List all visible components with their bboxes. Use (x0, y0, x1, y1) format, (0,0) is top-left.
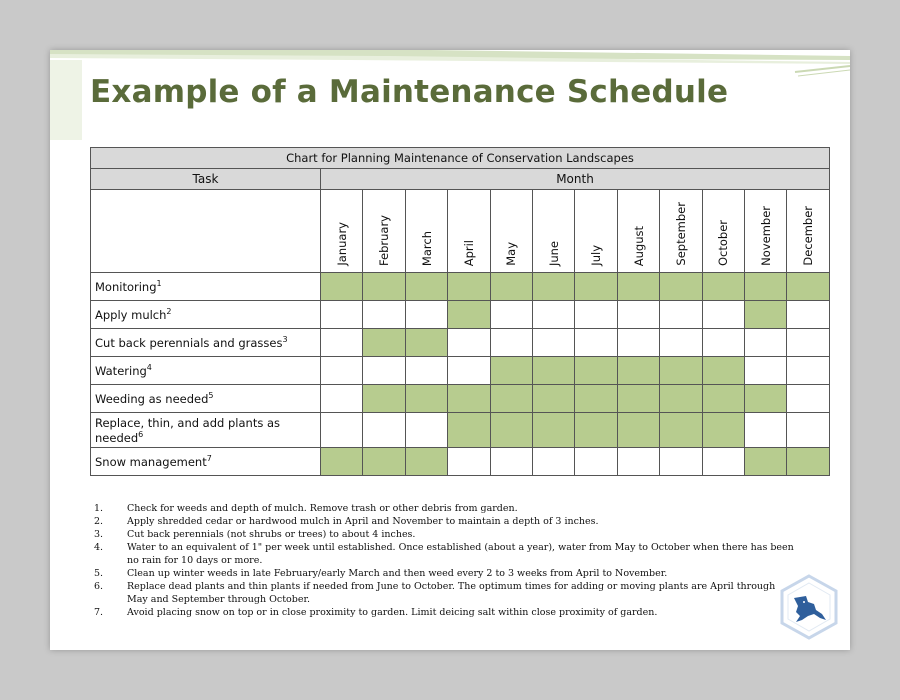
month-label: July (589, 245, 604, 266)
schedule-cell-march (405, 448, 447, 476)
schedule-cell-july (575, 448, 617, 476)
month-header-november (745, 190, 787, 273)
blank-header-cell (91, 190, 321, 273)
month-header-march (405, 190, 447, 273)
schedule-cell-may (490, 301, 532, 329)
schedule-cell-april (448, 329, 490, 357)
month-label: December (801, 206, 816, 266)
left-accent-bar (50, 60, 82, 140)
schedule-cell-september (660, 448, 702, 476)
footnote-text: Apply shredded cedar or hardwood mulch in April and November to maintain a depth of 3 inches. (127, 516, 599, 527)
footnote-number: 5. (94, 568, 104, 579)
alaska-logo-icon (778, 574, 840, 640)
schedule-cell-august (617, 385, 659, 413)
schedule-cell-november (745, 329, 787, 357)
footnote-text: Cut back perennials (not shrubs or trees) to about 4 inches. (127, 529, 416, 540)
schedule-cell-october (702, 329, 744, 357)
month-label: January (334, 222, 349, 266)
schedule-cell-june (533, 448, 575, 476)
month-header-february (363, 190, 405, 273)
schedule-cell-april (448, 385, 490, 413)
schedule-cell-october (702, 357, 744, 385)
footnote-marker: 2 (166, 307, 172, 317)
footnote-marker: 3 (282, 335, 288, 345)
month-label: June (546, 240, 561, 266)
schedule-cell-april (448, 273, 490, 301)
month-label: April (461, 239, 476, 266)
footnote-number: 3. (94, 529, 104, 540)
task-name-cell (91, 329, 321, 357)
task-label: Cut back perennials and grasses (95, 335, 283, 350)
schedule-cell-november (745, 413, 787, 448)
month-label: May (504, 242, 519, 266)
task-label: Watering (95, 363, 147, 378)
month-header-january (321, 190, 363, 273)
schedule-cell-january (321, 413, 363, 448)
schedule-cell-march (405, 301, 447, 329)
task-name-cell (91, 448, 321, 476)
schedule-cell-may (490, 413, 532, 448)
table-caption: Chart for Planning Maintenance of Conservation Landscapes (91, 148, 830, 169)
footnote-marker: 5 (208, 391, 214, 401)
footnote-text: Avoid placing snow on top or in close proximity to garden. Limit deicing salt within close proximity of garden. (127, 607, 658, 618)
schedule-cell-july (575, 329, 617, 357)
schedule-cell-april (448, 357, 490, 385)
schedule-cell-march (405, 357, 447, 385)
footnote-number: 1. (94, 503, 104, 514)
schedule-cell-february (363, 301, 405, 329)
footnote-number: 2. (94, 516, 104, 527)
table-row (91, 385, 830, 413)
schedule-cell-june (533, 413, 575, 448)
schedule-cell-december (787, 448, 830, 476)
schedule-cell-july (575, 273, 617, 301)
month-header-september (660, 190, 702, 273)
footnote-item (94, 528, 794, 541)
schedule-cell-august (617, 301, 659, 329)
footnote-number: 7. (94, 607, 104, 618)
task-header: Task (91, 169, 321, 190)
schedule-cell-december (787, 413, 830, 448)
table-row (91, 329, 830, 357)
schedule-cell-september (660, 301, 702, 329)
schedule-cell-april (448, 301, 490, 329)
schedule-cell-september (660, 385, 702, 413)
slide (50, 50, 850, 650)
month-label: September (673, 202, 688, 266)
footnote-number: 4. (94, 542, 104, 553)
schedule-cell-may (490, 448, 532, 476)
footnotes-list (94, 502, 794, 619)
task-name-cell (91, 357, 321, 385)
month-label: November (758, 206, 773, 266)
schedule-cell-february (363, 273, 405, 301)
schedule-cell-october (702, 413, 744, 448)
schedule-cell-february (363, 357, 405, 385)
footnote-item (94, 606, 794, 619)
month-header-october (702, 190, 744, 273)
schedule-cell-august (617, 357, 659, 385)
month-label: March (419, 230, 434, 266)
schedule-cell-june (533, 329, 575, 357)
page-title: Example of a Maintenance Schedule (90, 74, 729, 110)
schedule-cell-february (363, 413, 405, 448)
month-header-july (575, 190, 617, 273)
footnote-text: Water to an equivalent of 1" per week until established. Once established (about a year), water from May to October when there has been no rain for 10 days or more. (127, 542, 794, 566)
task-label: Snow management (95, 454, 207, 469)
month-label: October (716, 219, 731, 266)
footnote-item (94, 541, 794, 567)
footnote-item (94, 567, 794, 580)
task-name-cell (91, 301, 321, 329)
schedule-cell-june (533, 357, 575, 385)
schedule-cell-march (405, 413, 447, 448)
schedule-cell-january (321, 301, 363, 329)
schedule-cell-february (363, 329, 405, 357)
month-header-june (533, 190, 575, 273)
footnote-text: Check for weeds and depth of mulch. Remove trash or other debris from garden. (127, 503, 518, 514)
schedule-cell-august (617, 273, 659, 301)
schedule-cell-june (533, 273, 575, 301)
task-label: Weeding as needed (95, 391, 209, 406)
schedule-cell-october (702, 273, 744, 301)
schedule-cell-january (321, 273, 363, 301)
schedule-cell-june (533, 385, 575, 413)
schedule-cell-february (363, 448, 405, 476)
schedule-cell-may (490, 357, 532, 385)
schedule-cell-january (321, 329, 363, 357)
schedule-cell-april (448, 413, 490, 448)
footnote-marker: 7 (206, 454, 212, 464)
schedule-cell-january (321, 385, 363, 413)
task-label: Apply mulch (95, 307, 167, 322)
table-row (91, 301, 830, 329)
schedule-cell-december (787, 329, 830, 357)
schedule-cell-march (405, 273, 447, 301)
schedule-cell-january (321, 357, 363, 385)
footnote-text: Clean up winter weeds in late February/early March and then weed every 2 to 3 weeks from April to November. (127, 568, 668, 579)
schedule-cell-august (617, 329, 659, 357)
footnote-item (94, 502, 794, 515)
schedule-cell-november (745, 301, 787, 329)
schedule-cell-march (405, 385, 447, 413)
schedule-cell-august (617, 448, 659, 476)
task-label: Monitoring (95, 279, 157, 294)
footnote-item (94, 515, 794, 528)
month-header: Month (321, 169, 830, 190)
schedule-cell-september (660, 357, 702, 385)
schedule-cell-may (490, 329, 532, 357)
month-header-april (448, 190, 490, 273)
footnote-marker: 6 (138, 429, 144, 439)
task-name-cell (91, 385, 321, 413)
footnote-marker: 4 (146, 363, 152, 373)
schedule-cell-december (787, 273, 830, 301)
table-row (91, 357, 830, 385)
schedule-cell-january (321, 448, 363, 476)
schedule-cell-september (660, 273, 702, 301)
schedule-cell-november (745, 385, 787, 413)
schedule-cell-july (575, 413, 617, 448)
schedule-cell-july (575, 385, 617, 413)
month-label: February (377, 215, 392, 266)
table-row (91, 413, 830, 448)
month-header-august (617, 190, 659, 273)
table-row (91, 448, 830, 476)
footnote-number: 6. (94, 581, 104, 592)
table-row (91, 273, 830, 301)
footnote-marker: 1 (156, 279, 162, 289)
task-name-cell (91, 273, 321, 301)
schedule-cell-november (745, 273, 787, 301)
schedule-cell-november (745, 448, 787, 476)
schedule-cell-may (490, 273, 532, 301)
schedule-cell-april (448, 448, 490, 476)
schedule-cell-july (575, 357, 617, 385)
schedule-cell-may (490, 385, 532, 413)
task-label: Replace, thin, and add plants as needed (95, 415, 281, 445)
schedule-cell-december (787, 385, 830, 413)
month-label: August (631, 225, 646, 266)
month-header-december (787, 190, 830, 273)
schedule-cell-september (660, 329, 702, 357)
month-header-may (490, 190, 532, 273)
schedule-cell-july (575, 301, 617, 329)
schedule-cell-december (787, 357, 830, 385)
maintenance-schedule-table (90, 147, 830, 476)
schedule-cell-october (702, 385, 744, 413)
footnote-text: Replace dead plants and thin plants if needed from June to October. The optimum times for adding or moving plants are April through May and September through October. (127, 581, 776, 605)
task-name-cell (91, 413, 321, 448)
schedule-cell-march (405, 329, 447, 357)
schedule-cell-august (617, 413, 659, 448)
schedule-cell-february (363, 385, 405, 413)
schedule-cell-september (660, 413, 702, 448)
schedule-cell-october (702, 448, 744, 476)
footnote-item (94, 580, 794, 606)
schedule-cell-november (745, 357, 787, 385)
schedule-cell-december (787, 301, 830, 329)
schedule-cell-june (533, 301, 575, 329)
schedule-cell-october (702, 301, 744, 329)
